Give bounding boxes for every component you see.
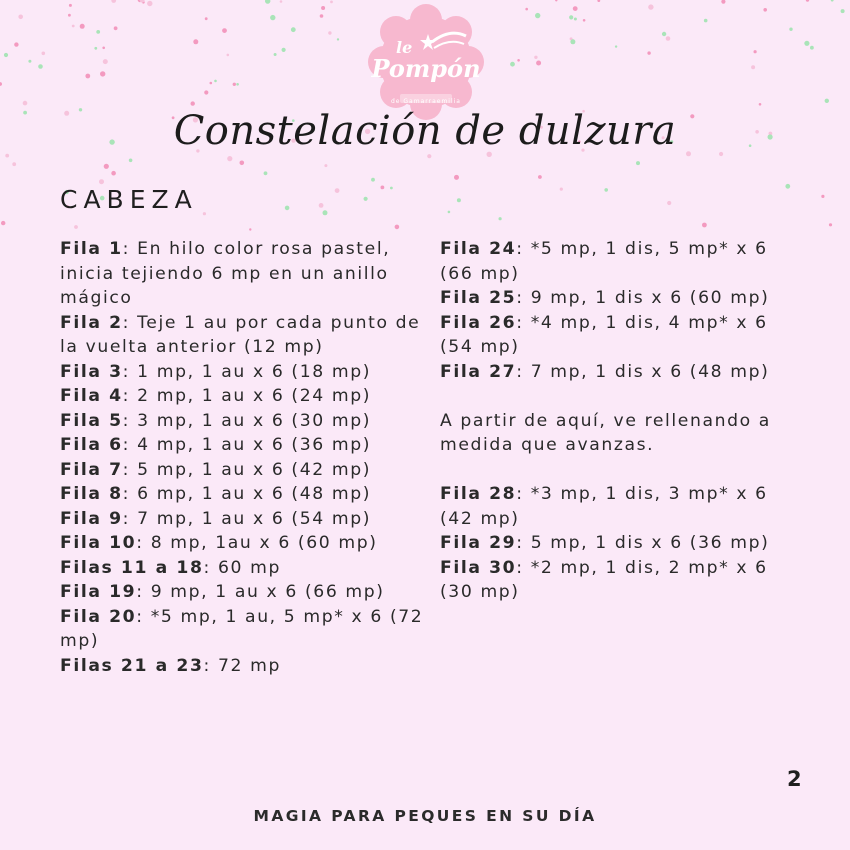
confetti-dot <box>615 45 617 47</box>
pattern-row <box>440 531 805 556</box>
confetti-dot <box>12 162 16 166</box>
row-label: Fila 30 <box>440 557 517 578</box>
confetti-dot <box>285 206 290 211</box>
confetti-dot <box>324 164 327 167</box>
confetti-dot <box>23 101 28 106</box>
confetti-dot <box>829 223 832 226</box>
pattern-row <box>60 237 430 311</box>
pattern-row <box>440 311 805 360</box>
row-label: Fila 9 <box>60 508 123 529</box>
confetti-dot <box>702 223 707 228</box>
row-text: : 60 mp <box>203 557 281 578</box>
pattern-row <box>60 384 430 409</box>
confetti-dot <box>68 14 71 17</box>
row-text: : *5 mp, 1 dis, 5 mp* x 6 (66 mp) <box>440 239 768 284</box>
confetti-dot <box>499 217 502 220</box>
confetti-dot <box>38 64 43 69</box>
footer-text: MAGIA PARA PEQUES EN SU DÍA <box>253 807 597 825</box>
confetti-dot <box>320 14 324 18</box>
confetti-dot <box>270 15 275 20</box>
confetti-dot <box>662 32 666 36</box>
row-label: Fila 19 <box>60 582 137 602</box>
pattern-row <box>60 409 430 434</box>
confetti-dot <box>517 59 520 62</box>
confetti-dot <box>569 15 573 19</box>
confetti-dot <box>667 201 671 205</box>
confetti-dot <box>280 0 283 3</box>
confetti-dot <box>111 171 116 176</box>
confetti-dot <box>535 13 540 18</box>
confetti-dot <box>102 47 105 50</box>
confetti-dot <box>666 36 671 41</box>
confetti-dot <box>249 228 251 230</box>
confetti-dot <box>821 195 824 198</box>
pattern-row <box>60 433 430 458</box>
confetti-dot <box>1 221 5 225</box>
confetti-dot <box>69 4 72 7</box>
row-text: : *4 mp, 1 dis, 4 mp* x 6 (54 mp) <box>440 312 768 357</box>
confetti-dot <box>104 164 109 169</box>
row-label: Fila 8 <box>60 484 123 504</box>
pattern-row <box>60 605 430 654</box>
confetti-dot <box>704 19 708 23</box>
row-text: : 7 mp, 1 dis x 6 (48 mp) <box>516 361 770 382</box>
logo-le: le <box>396 38 413 57</box>
confetti-dot <box>99 179 104 184</box>
confetti-dot <box>205 17 208 20</box>
confetti-dot <box>538 175 542 179</box>
confetti-dot <box>236 83 239 86</box>
confetti-dot <box>204 90 208 94</box>
row-label: Fila 7 <box>60 459 123 480</box>
confetti-dot <box>240 161 245 166</box>
confetti-dot <box>810 46 814 50</box>
confetti-dot <box>227 156 232 161</box>
confetti-dot <box>583 19 586 22</box>
confetti-dot <box>759 103 762 106</box>
row-label: Fila 24 <box>440 239 517 259</box>
row-text: : 2 mp, 1 au x 6 (24 mp) <box>122 386 372 406</box>
confetti-dot <box>395 225 400 230</box>
row-label: Fila 27 <box>440 361 517 382</box>
confetti-dot <box>364 197 368 201</box>
row-text: : *5 mp, 1 au, 5 mp* x 6 (72 mp) <box>60 606 424 651</box>
confetti-dot <box>636 161 640 165</box>
confetti-dot <box>0 82 2 86</box>
confetti-dot <box>18 14 23 19</box>
confetti-dot <box>427 154 431 158</box>
confetti-dot <box>129 159 133 163</box>
spacer <box>440 458 805 483</box>
confetti-dot <box>74 225 78 229</box>
logo <box>366 2 486 122</box>
page-title: Constelación de dulzura <box>173 108 677 154</box>
section-heading: CABEZA <box>60 185 198 214</box>
confetti-dot <box>193 39 198 44</box>
confetti-dot <box>647 51 650 54</box>
row-label: Filas 11 a 18 <box>60 557 204 578</box>
confetti-dot <box>804 41 809 46</box>
confetti-dot <box>291 27 296 32</box>
confetti-dot <box>85 74 90 79</box>
confetti-dot <box>390 187 393 190</box>
page-number: 2 <box>787 767 802 791</box>
confetti-dot <box>574 18 577 21</box>
pattern-row <box>440 556 805 605</box>
confetti-dot <box>96 30 100 34</box>
row-text: : 3 mp, 1 au x 6 (30 mp) <box>122 410 372 431</box>
confetti-dot <box>337 38 339 40</box>
confetti-dot <box>534 56 537 59</box>
row-text: : En hilo color rosa pastel, inicia tejiendo 6 mp en un anillo mágico <box>60 239 391 308</box>
row-label: Fila 4 <box>60 386 123 406</box>
confetti-dot <box>457 198 461 202</box>
row-label: Fila 29 <box>440 533 517 553</box>
confetti-dot <box>751 65 755 69</box>
confetti-dot <box>319 203 324 208</box>
row-text: : 5 mp, 1 au x 6 (42 mp) <box>122 459 372 480</box>
row-text: : Teje 1 au por cada punto de la vuelta anterior (12 mp) <box>60 312 421 357</box>
pattern-row <box>60 360 430 385</box>
confetti-dot <box>191 101 195 105</box>
confetti-dot <box>227 54 230 57</box>
pattern-row <box>60 531 430 556</box>
confetti-dot <box>274 53 277 56</box>
pattern-row <box>440 482 805 531</box>
pattern-row <box>60 311 430 360</box>
row-text: : *2 mp, 1 dis, 2 mp* x 6 (30 mp) <box>440 557 768 602</box>
row-label: Fila 5 <box>60 410 123 431</box>
row-text: : 1 mp, 1 au x 6 (18 mp) <box>122 361 372 382</box>
confetti-dot <box>28 60 31 63</box>
row-text: : *3 mp, 1 dis, 3 mp* x 6 (42 mp) <box>440 484 768 529</box>
confetti-dot <box>754 50 757 53</box>
confetti-dot <box>335 188 340 193</box>
confetti-dot <box>233 83 236 86</box>
confetti-dot <box>282 48 286 52</box>
left-column <box>60 237 430 678</box>
confetti-dot <box>381 186 385 190</box>
confetti-dot <box>510 62 515 67</box>
confetti-dot <box>321 6 325 10</box>
confetti-dot <box>597 0 600 2</box>
confetti-dot <box>570 39 575 44</box>
confetti-dot <box>4 53 8 57</box>
row-text: : 6 mp, 1 au x 6 (48 mp) <box>122 484 372 504</box>
confetti-dot <box>371 178 375 182</box>
confetti-dot <box>214 80 217 83</box>
confetti-dot <box>560 188 563 191</box>
confetti-dot <box>328 31 331 34</box>
row-label: Fila 25 <box>440 288 517 308</box>
row-text: : 5 mp, 1 dis x 6 (36 mp) <box>516 533 770 553</box>
pattern-row <box>440 360 805 385</box>
confetti-dot <box>841 9 845 13</box>
confetti-dot <box>72 25 75 28</box>
row-text: : 72 mp <box>203 655 281 676</box>
confetti-dot <box>323 210 328 215</box>
confetti-dot <box>721 0 725 4</box>
confetti-dot <box>111 0 116 3</box>
stuffing-note: A partir de aquí, ve rellenando a medida que avanzas. <box>440 410 771 455</box>
row-text: : 4 mp, 1 au x 6 (36 mp) <box>122 435 372 455</box>
row-label: Fila 26 <box>440 312 517 333</box>
pattern-row <box>440 286 805 311</box>
pattern-row <box>60 507 430 532</box>
confetti-dot <box>604 188 608 192</box>
confetti-dot <box>103 59 108 64</box>
confetti-dot <box>648 4 653 9</box>
confetti-dot <box>536 61 541 66</box>
row-label: Fila 2 <box>60 312 123 333</box>
pattern-row <box>60 556 430 581</box>
confetti-dot <box>222 28 227 33</box>
row-label: Fila 20 <box>60 606 137 627</box>
confetti-dot <box>203 212 206 215</box>
row-label: Filas 21 a 23 <box>60 655 204 676</box>
confetti-dot <box>806 0 809 2</box>
logo-name: Pompón <box>371 54 481 83</box>
confetti-dot <box>825 99 829 103</box>
confetti-dot <box>448 211 451 214</box>
row-label: Fila 10 <box>60 533 137 553</box>
confetti-dot <box>454 175 459 180</box>
confetti-dot <box>264 171 268 175</box>
row-text: : 9 mp, 1 dis x 6 (60 mp) <box>516 288 770 308</box>
confetti-dot <box>42 52 46 56</box>
pattern-row <box>60 654 430 679</box>
confetti-dot <box>147 1 152 6</box>
pattern-row <box>440 237 805 286</box>
confetti-dot <box>265 0 270 4</box>
confetti-dot <box>555 0 557 2</box>
confetti-dot <box>763 8 767 12</box>
row-text: : 8 mp, 1au x 6 (60 mp) <box>136 533 378 553</box>
row-label: Fila 3 <box>60 361 123 382</box>
row-label: Fila 1 <box>60 239 123 259</box>
confetti-dot <box>14 42 18 46</box>
right-column <box>440 237 805 605</box>
confetti-dot <box>330 1 333 4</box>
pattern-row <box>60 482 430 507</box>
row-label: Fila 28 <box>440 484 517 504</box>
confetti-dot <box>5 154 9 158</box>
pattern-row <box>60 458 430 483</box>
confetti-dot <box>100 71 105 76</box>
row-text: : 9 mp, 1 au x 6 (66 mp) <box>136 582 385 602</box>
pattern-row <box>60 580 430 605</box>
confetti-dot <box>210 82 213 85</box>
confetti-dot <box>94 47 97 50</box>
confetti-dot <box>785 184 790 189</box>
row-text: : 7 mp, 1 au x 6 (54 mp) <box>122 508 372 529</box>
confetti-dot <box>114 26 118 30</box>
confetti-dot <box>573 6 578 11</box>
confetti-dot <box>831 0 834 2</box>
row-label: Fila 6 <box>60 435 123 455</box>
confetti-dot <box>789 28 792 31</box>
confetti-dot <box>525 8 528 11</box>
confetti-dot <box>80 24 85 29</box>
spacer <box>440 384 805 409</box>
logo-subtitle: de Gamarraemilia <box>391 98 461 105</box>
